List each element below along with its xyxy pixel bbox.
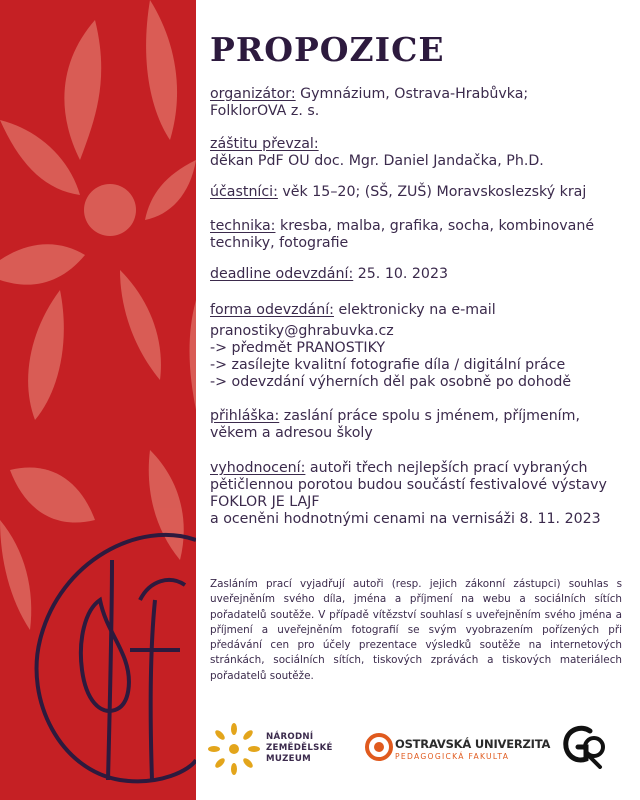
page-title: PROPOZICE xyxy=(210,30,445,69)
evaluation-value-2: pětičlennou porotou budou součástí festivalové výstavy xyxy=(210,477,607,493)
flower-petal xyxy=(0,244,85,284)
patronage-value: děkan PdF OU doc. Mgr. Daniel Jandačka, Ph.D. xyxy=(210,153,544,169)
submission-bullet: -> odevzdání výherních děl pak osobně po dohodě xyxy=(210,374,572,390)
deadline-label: deadline odevzdání: xyxy=(210,266,354,282)
consent-disclaimer: Zasláním prací vyjadřují autoři (resp. jejich zákonní zástupci) souhlas s uveřejněním svého díla, jména a příjmení na webu a sociálních sítích pořadatelů soutěže. V případě vítězství souhlasí s uveřejněním svého jména a příjmení a uveřejněním fotografií se svým vyobrazením pořízených při předávání cen pro účely prezentace výsledků soutěže na internetových stránkách, sociálních sítích, tiskových zprávách a tiskových materiálech pořadatelů soutěže. xyxy=(210,578,622,682)
submission-bullet: -> zasílejte kvalitní fotografie díla / digitální práce xyxy=(210,357,566,373)
flower-petal xyxy=(145,160,196,220)
evaluation-section xyxy=(210,460,622,528)
application-section xyxy=(210,408,622,442)
exhibition-name: FOKLOR JE LAJF xyxy=(210,494,320,510)
organizer-section xyxy=(210,86,622,120)
flower-petal xyxy=(10,467,95,522)
ostravska-univerzita-logo xyxy=(365,733,555,769)
folk-flower-ornament xyxy=(0,0,196,800)
flower-center xyxy=(84,184,136,236)
flower-petal xyxy=(0,520,31,630)
evaluation-value-4: a oceněni hodnotnými cenami na vernisáži 8. 11. 2023 xyxy=(210,511,601,527)
submission-bullet: -> předmět PRANOSTIKY xyxy=(210,340,386,356)
partner-logos xyxy=(200,715,640,785)
submission-email: pranostiky@ghrabuvka.cz xyxy=(210,323,394,339)
ou-faculty: PEDAGOGICKÁ FAKULTA xyxy=(395,752,510,761)
submission-label: forma odevzdání: xyxy=(210,302,334,318)
flower-petal xyxy=(0,120,80,195)
organizer-value: Gymnázium, Ostrava-Hrabůvka; xyxy=(295,86,529,102)
submission-section xyxy=(210,302,622,391)
gymnazium-logo xyxy=(560,721,610,771)
flower-petal xyxy=(120,270,161,380)
flower-petal xyxy=(64,20,101,160)
nzm-line-2: ZEMĚDĚLSKÉ xyxy=(266,743,333,753)
decorative-side-panel xyxy=(0,0,196,800)
organizer-value-2: FolklorOVA z. s. xyxy=(210,103,320,119)
submission-value: elektronicky na e-mail xyxy=(333,302,496,318)
participants-value: věk 15–20; (SŠ, ZUŠ) Moravskoslezský kraj xyxy=(277,184,587,200)
technique-section xyxy=(210,218,622,252)
wheat-wreath-icon xyxy=(208,723,260,775)
technique-value: kresba, malba, grafika, socha, kombinované xyxy=(275,218,595,234)
flower-petal xyxy=(149,450,184,560)
narodni-zemedelske-muzeum-logo xyxy=(208,723,358,773)
patronage-label: záštitu převzal: xyxy=(210,136,319,152)
deadline-value: 25. 10. 2023 xyxy=(353,266,448,282)
evaluation-label: vyhodnocení: xyxy=(210,460,306,476)
application-label: přihláška: xyxy=(210,408,280,424)
ou-swirl-icon xyxy=(365,733,393,761)
application-value-2: věkem a adresou školy xyxy=(210,425,373,441)
evaluation-value: autoři třech nejlepších prací vybraných xyxy=(305,460,588,476)
flower-petal xyxy=(189,300,196,410)
nzm-line-1: NÁRODNÍ xyxy=(266,732,314,742)
patronage-section xyxy=(210,136,622,170)
df-monogram-logo xyxy=(37,535,196,781)
application-value: zaslání práce spolu s jménem, příjmením, xyxy=(279,408,580,424)
flower-petal xyxy=(28,290,64,420)
participants-label: účastníci: xyxy=(210,184,278,200)
participants-section xyxy=(210,184,622,201)
organizer-label: organizátor: xyxy=(210,86,296,102)
technique-value-2: techniky, fotografie xyxy=(210,235,349,251)
gymnazium-g-icon xyxy=(560,721,608,769)
nzm-line-3: MUZEUM xyxy=(266,754,311,764)
deadline-section xyxy=(210,266,622,283)
technique-label: technika: xyxy=(210,218,276,234)
ou-name: OSTRAVSKÁ UNIVERZITA xyxy=(395,737,551,751)
flower-petal xyxy=(146,0,177,140)
